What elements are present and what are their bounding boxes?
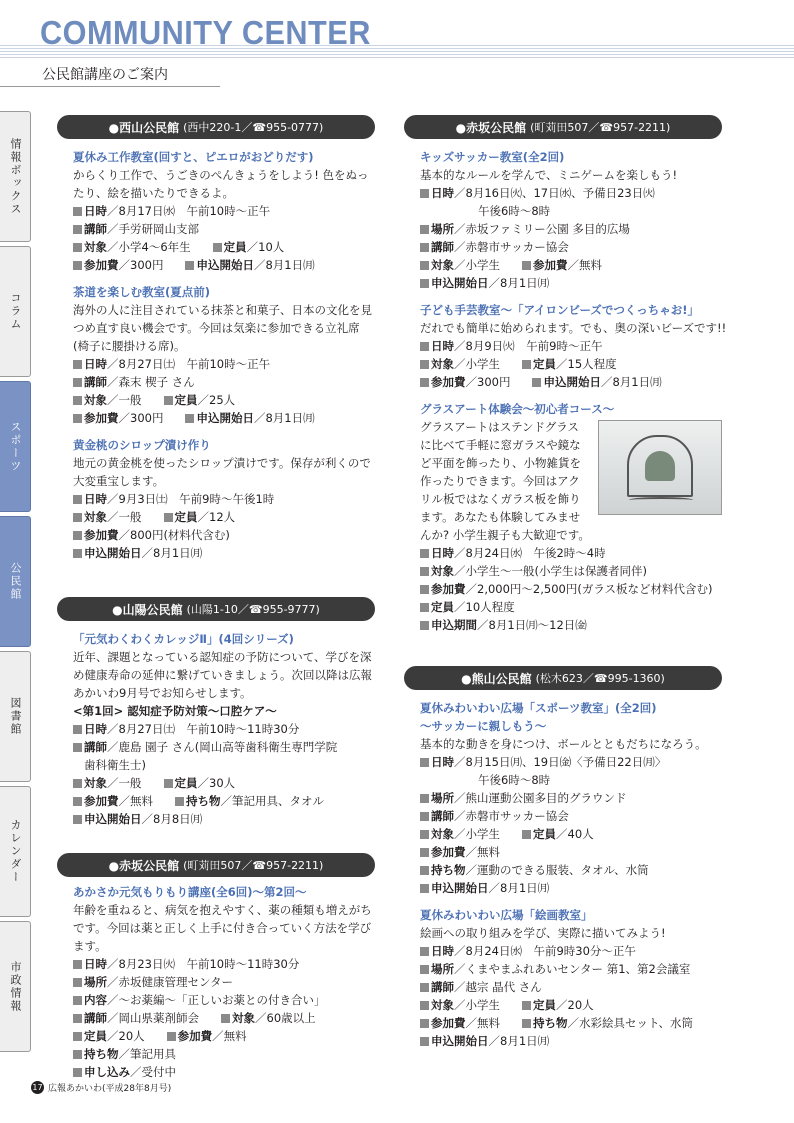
center-address: (西中220-1／☎955-0777) <box>183 121 324 134</box>
bullet-square <box>73 779 82 788</box>
bullet-square <box>420 261 429 270</box>
detail-row: 参加費／2,000円～2,500円(ガラス板など材料代含む) <box>420 580 722 598</box>
bullet-square <box>420 1037 429 1046</box>
tab-library[interactable] <box>0 651 31 782</box>
course-item <box>420 699 722 897</box>
detail-row: 申し込み／受付中 <box>73 1063 375 1081</box>
bullet-square <box>73 513 82 522</box>
detail-row: 参加費／800円(材料代含む) <box>73 526 375 544</box>
bullet-square <box>522 1001 531 1010</box>
detail-row: 持ち物／運動のできる服装、タオル、水筒 <box>420 861 722 879</box>
center-address: (町苅田507／☎957-2211) <box>183 859 324 872</box>
detail-row: 場所／赤坂健康管理センター <box>73 973 375 991</box>
detail-row: 日時／8月17日㈬ 午前10時～正午 <box>73 202 375 220</box>
section-header <box>57 853 375 877</box>
tab-label: コラム <box>9 292 22 331</box>
bullet-square <box>73 549 82 558</box>
course-description: 年齢を重ねると、病気を抱えやすく、薬の種類も増えがちです。今回は薬と正しく上手に付き合っていく方法を学びます。 <box>73 903 372 953</box>
detail-row: 日時／8月9日㈫ 午前9時～正午 <box>420 337 722 355</box>
bullet-square <box>73 996 82 1005</box>
course-description: からくり工作で、うごきのぺんきょうをしよう! 色をぬったり、絵を描いたりできるよ。 <box>73 168 369 200</box>
bullet-square <box>213 243 222 252</box>
center-address: (松木623／☎995-1360) <box>535 672 665 685</box>
detail-row: 講師／鹿島 園子 さん(岡山高等歯科衛生専門学院 <box>73 738 375 756</box>
section-header <box>404 666 722 690</box>
bullet-square <box>73 225 82 234</box>
detail-row: 日時／9月3日㈯ 午前9時～午後1時 <box>73 490 375 508</box>
bullet-square <box>73 1032 82 1041</box>
course-description: 地元の黄金桃を使ったシロップ漬けです。保存が利くので大変重宝します。 <box>73 456 371 488</box>
course-item <box>73 883 375 1081</box>
bullet-square <box>420 603 429 612</box>
detail-row: 対象／小学4～6年生 定員／10人 <box>73 238 375 256</box>
bullet-square <box>167 1032 176 1041</box>
course-description: 絵画への取り組みを学び、実際に描いてみよう! <box>420 926 666 940</box>
detail-row: 定員／20人 参加費／無料 <box>73 1027 375 1045</box>
bullet-square <box>420 983 429 992</box>
course-item <box>420 400 722 634</box>
bullet-square <box>420 947 429 956</box>
detail-row-cont: 歯科衛生士) <box>84 758 146 772</box>
bullet-square <box>420 621 429 630</box>
bullet-square <box>73 1068 82 1077</box>
detail-row: 参加費／無料 <box>420 843 722 861</box>
bullet-square <box>420 830 429 839</box>
course-title-sub: ～サッカーに親しもう～ <box>420 719 547 733</box>
bullet-square <box>420 189 429 198</box>
section-header <box>404 115 722 139</box>
detail-row: 参加費／無料 持ち物／筆記用具、タオル <box>73 792 375 810</box>
detail-row: 参加費／無料 持ち物／水彩絵具セット、水筒 <box>420 1014 722 1032</box>
bullet-square <box>73 495 82 504</box>
course-item <box>73 630 375 828</box>
detail-row: 対象／小学生 定員／15人程度 <box>420 355 722 373</box>
bullet-square <box>73 261 82 270</box>
course-title: 「元気わくわくカレッジⅡ」(4回シリーズ) <box>73 632 294 646</box>
detail-row-cont: 午後6時～8時 <box>478 773 551 787</box>
bullet-square <box>420 279 429 288</box>
detail-row: 日時／8月24日㈬ 午後2時～4時 <box>420 544 722 562</box>
side-tabs <box>0 111 31 1056</box>
detail-row: 場所／熊山運動公園多目的グラウンド <box>420 789 722 807</box>
bullet-square <box>164 779 173 788</box>
tab-label: 情報ボックス <box>9 137 22 216</box>
detail-row: 講師／越宗 晶代 さん <box>420 978 722 996</box>
bullet-square <box>185 261 194 270</box>
bullet-square <box>420 225 429 234</box>
detail-row: 申込開始日／8月8日㈪ <box>73 810 375 828</box>
detail-row: 講師／赤磐市サッカー協会 <box>420 238 722 256</box>
bullet-square <box>420 360 429 369</box>
section-kumayama <box>404 666 722 1050</box>
bullet-square <box>73 360 82 369</box>
tab-label: 公民館 <box>9 562 22 601</box>
tab-sports[interactable] <box>0 381 31 512</box>
center-address: (山陽1-10／☎955-9777) <box>186 603 320 616</box>
detail-row: 場所／くまやまふれあいセンター 第1、第2会議室 <box>420 960 722 978</box>
detail-row: 対象／一般 定員／25人 <box>73 391 375 409</box>
bullet-square <box>522 360 531 369</box>
bullet-square <box>164 513 173 522</box>
bullet-square <box>185 414 194 423</box>
tab-label: 市政情報 <box>9 960 22 1013</box>
bullet-square <box>73 978 82 987</box>
detail-row: 場所／赤坂ファミリー公園 多目的広場 <box>420 220 722 238</box>
center-name: ●赤坂公民館 <box>108 858 180 873</box>
subtitle-divider <box>0 86 220 87</box>
bullet-square <box>420 549 429 558</box>
bullet-square <box>221 1014 230 1023</box>
page-subtitle: 公民館講座のご案内 <box>42 67 168 83</box>
detail-row: 対象／小学生 定員／20人 <box>420 996 722 1014</box>
detail-row: 対象／一般 定員／12人 <box>73 508 375 526</box>
bullet-square <box>420 378 429 387</box>
detail-row: 日時／8月16日㈫、17日㈬、予備日23日㈫ <box>420 184 722 202</box>
section-header <box>57 115 375 139</box>
bullet-square <box>420 884 429 893</box>
detail-row: 参加費／300円 申込開始日／8月1日㈪ <box>73 409 375 427</box>
section-akasaka-right <box>404 115 727 634</box>
tab-column[interactable] <box>0 246 31 377</box>
course-title: 夏休み工作教室(回すと、ピエロがおどりだす) <box>73 150 314 164</box>
detail-row: 日時／8月27日㈯ 午前10時～正午 <box>73 355 375 373</box>
bullet-square <box>420 1019 429 1028</box>
detail-row: 日時／8月15日㈪、19日㈮〈予備日22日㈪〉 <box>420 753 722 771</box>
center-name: ●熊山公民館 <box>461 671 532 686</box>
detail-row: 申込開始日／8月1日㈪ <box>420 274 722 292</box>
course-item <box>420 906 722 1050</box>
detail-row-cont: 午後6時～8時 <box>478 204 551 218</box>
course-description: 基本的な動きを身につけ、ボールとともだちになろう。 <box>420 737 707 751</box>
bullet-square <box>73 243 82 252</box>
course-item <box>73 436 375 562</box>
course-title: あかさか元気もりもり講座(全6回)～第2回～ <box>73 885 307 899</box>
course-title: グラスアート体験会～初心者コース～ <box>420 402 615 416</box>
course-description: 近年、課題となっている認知症の予防について、学びを深め健康寿命の延伸に繋げていきましょう。次回以降は広報あかいわ9月号でお知らせします。 <box>73 650 372 700</box>
bullet-square <box>164 396 173 405</box>
course-item <box>73 148 375 274</box>
bullet-square <box>73 960 82 969</box>
section-nishiyama <box>57 115 375 562</box>
bullet-square <box>73 725 82 734</box>
bullet-square <box>73 207 82 216</box>
course-title: 黄金桃のシロップ漬け作り <box>73 438 211 452</box>
tab-label: カレンダー <box>9 819 22 884</box>
detail-row: 対象／小学生 定員／40人 <box>420 825 722 843</box>
bullet-square <box>532 378 541 387</box>
detail-row: 講師／岡山県薬剤師会 対象／60歳以上 <box>73 1009 375 1027</box>
tab-community-center[interactable] <box>0 516 31 647</box>
center-name: ●山陽公民館 <box>112 602 183 617</box>
course-item <box>73 283 375 427</box>
tab-city-info[interactable] <box>0 921 31 1052</box>
detail-row: 申込開始日／8月1日㈪ <box>420 879 722 897</box>
detail-row: 日時／8月23日㈫ 午前10時～11時30分 <box>73 955 375 973</box>
footer-publication: 広報あかいわ(平成28年8月号) <box>48 1084 172 1094</box>
tab-label: 図書館 <box>9 697 22 736</box>
page-footer <box>31 1081 171 1094</box>
tab-info-box[interactable] <box>0 111 31 242</box>
bullet-square <box>420 342 429 351</box>
bullet-square <box>73 815 82 824</box>
bullet-square <box>73 1050 82 1059</box>
bullet-square <box>420 585 429 594</box>
course-item <box>420 301 727 391</box>
bullet-square <box>73 396 82 405</box>
bullet-square <box>420 1001 429 1010</box>
detail-row: 講師／森末 楔子 さん <box>73 373 375 391</box>
glass-art-photo <box>598 420 722 515</box>
course-description: 海外の人に注目されている抹茶と和菓子、日本の文化を見つめ直す良い機会です。今回は気楽に参加できる立礼席(椅子に腰掛ける席)。 <box>73 303 372 353</box>
detail-row: 対象／小学生 参加費／無料 <box>420 256 722 274</box>
course-title: 夏休みわいわい広場「スポーツ教室」(全2回) <box>420 701 657 715</box>
page-title: COMMUNITY CENTER <box>40 14 371 51</box>
detail-row: 日時／8月24日㈬ 午前9時30分～正午 <box>420 942 722 960</box>
course-title: 夏休みわいわい広場「絵画教室」 <box>420 908 593 922</box>
course-description: グラスアートはステンドグラスに比べて手軽に窓ガラスや鏡など平面を飾ったり、小物雑貨を作ったりできます。今回はアクリル板ではなくガラス板を飾ります。あなたも体験してみませんか? 小学生親子も大歓迎です。 <box>420 420 590 542</box>
tab-label: スポーツ <box>9 420 22 473</box>
detail-row: 参加費／300円 申込開始日／8月1日㈪ <box>420 373 722 391</box>
bullet-square <box>73 531 82 540</box>
center-name: ●西山公民館 <box>108 120 180 135</box>
detail-row: 対象／一般 定員／30人 <box>73 774 375 792</box>
course-description: 基本的なルールを学んで、ミニゲームを楽しもう! <box>420 168 678 182</box>
detail-row: 講師／赤磐市サッカー協会 <box>420 807 722 825</box>
course-item <box>420 148 722 292</box>
bullet-square <box>420 567 429 576</box>
course-description: だれでも簡単に始められます。でも、奥の深いビーズです!! <box>420 321 727 335</box>
detail-row: 申込期間／8月1日㈪～12日㈮ <box>420 616 722 634</box>
bullet-square <box>73 797 82 806</box>
bullet-square <box>522 1019 531 1028</box>
bullet-square <box>420 812 429 821</box>
section-header <box>57 597 375 621</box>
detail-row: 申込開始日／8月1日㈪ <box>73 544 375 562</box>
bullet-square <box>522 261 531 270</box>
course-title: キッズサッカー教室(全2回) <box>420 150 565 164</box>
bullet-square <box>420 965 429 974</box>
detail-row: 参加費／300円 申込開始日／8月1日㈪ <box>73 256 375 274</box>
center-address: (町苅田507／☎957-2211) <box>530 121 671 134</box>
detail-row: 対象／小学生～一般(小学生は保護者同伴) <box>420 562 722 580</box>
center-name: ●赤坂公民館 <box>455 120 527 135</box>
course-subtitle: <第1回> 認知症予防対策～口腔ケア～ <box>73 704 277 718</box>
detail-row: 定員／10人程度 <box>420 598 722 616</box>
bullet-square <box>420 848 429 857</box>
course-title: 茶道を楽しむ教室(夏点前) <box>73 285 211 299</box>
detail-row: 持ち物／筆記用具 <box>73 1045 375 1063</box>
tab-calendar[interactable] <box>0 786 31 917</box>
bullet-square <box>420 794 429 803</box>
detail-row: 日時／8月27日㈯ 午前10時～11時30分 <box>73 720 375 738</box>
course-title: 子ども手芸教室～「アイロンビーズでつくっちゃお!」 <box>420 303 699 317</box>
bullet-square <box>420 758 429 767</box>
bullet-square <box>420 866 429 875</box>
section-akasaka-left <box>57 853 375 1081</box>
bullet-square <box>73 1014 82 1023</box>
bullet-square <box>522 830 531 839</box>
bullet-square <box>175 797 184 806</box>
bullet-square <box>73 414 82 423</box>
bullet-square <box>73 743 82 752</box>
detail-row: 講師／手労研岡山支部 <box>73 220 375 238</box>
bullet-square <box>420 243 429 252</box>
section-sanyo <box>57 597 375 828</box>
detail-row: 申込開始日／8月1日㈪ <box>420 1032 722 1050</box>
bullet-square <box>73 378 82 387</box>
detail-row: 内容／～お薬編～「正しいお薬との付き合い」 <box>73 991 375 1009</box>
page-number: 17 <box>32 1083 43 1092</box>
